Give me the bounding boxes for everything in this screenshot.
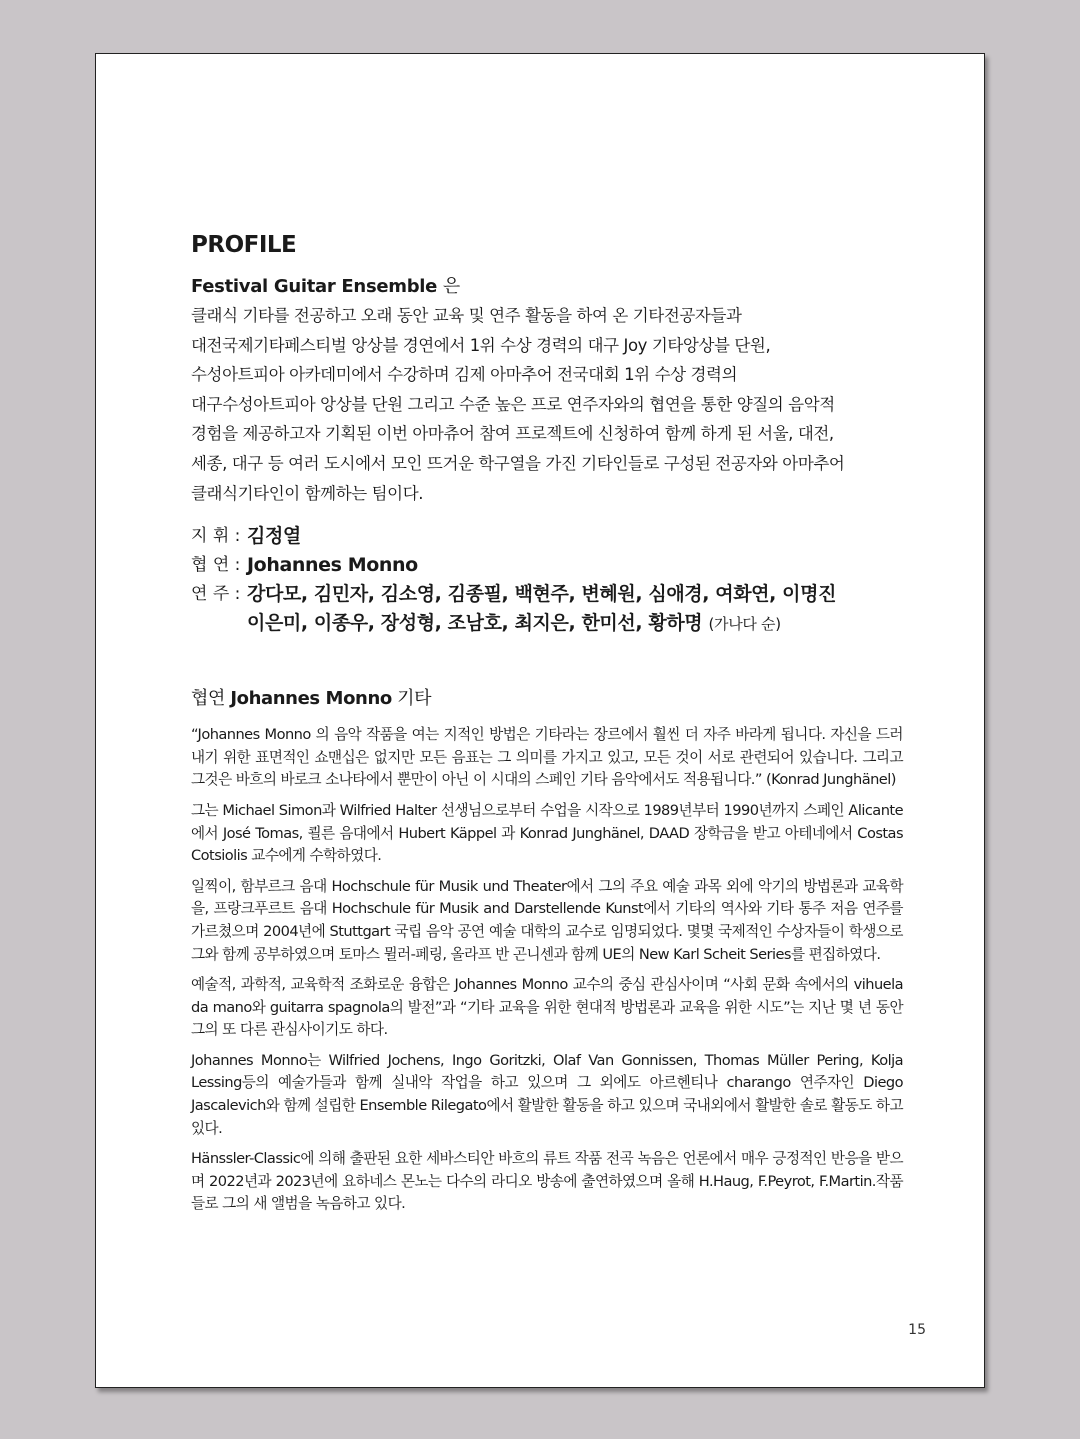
guest-name: Johannes Monno — [247, 554, 418, 577]
bio-heading — [191, 684, 903, 710]
credits-block — [191, 522, 903, 639]
bio-body — [191, 724, 903, 1216]
bio-paragraph: 그는 Michael Simon과 Wilfried Halter 선생님으로부터 수업을 시작으로 1989년부터 1990년까지 스페인 Alicante에서 José Tomas, 쾰른 음대에서 Hubert Käppel 과 Konrad Junghänel, DAAD 장학금을 받고 아테네에서 Costas Cotsiolis 교수에게 수학하였다. — [191, 801, 903, 865]
conductor-name: 김정열 — [247, 525, 301, 548]
players-line-2: 이은미, 이종우, 장성형, 조남호, 최지은, 한미선, 황하명 — [247, 612, 703, 635]
intro-line: 대구수성아트피아 앙상블 단원 그리고 수준 높은 프로 연주자와의 협연을 통한 양질의 음악적 — [191, 394, 835, 414]
intro-line: 클래식 기타를 전공하고 오래 동안 교육 및 연주 활동을 하여 온 기타전공자들과 — [191, 306, 742, 325]
bio-heading-prefix: 협연 — [191, 688, 225, 710]
bio-paragraph: “Johannes Monno 의 음악 작품을 여는 지적인 방법은 기타라는 장르에서 훨씬 더 자주 바라게 됩니다. 자신을 드러내기 위한 표면적인 쇼맨십은 없지만 모든 음표는 그 의미를 가지고 있고, 모든 것이 서로 관련되어 있습니다. 그리고 그것은 바흐의 바로크 소나타에서 뿐만이 아닌 이 시대의 스페인 기타 음악에서도 적용됩니다.” (Konrad Junghänel) — [191, 726, 903, 789]
players-line-1: 강다모, 김민자, 김소영, 김종필, 백현주, 변혜원, 심애경, 여화연, 이명진 — [247, 583, 837, 606]
bio-heading-suffix: 기타 — [397, 688, 432, 710]
intro-line: 수성아트피아 아카데미에서 수강하며 김제 아마추어 전국대회 1위 수상 경력의 — [191, 365, 738, 385]
document-page — [95, 53, 985, 1388]
bio-heading-name: Johannes Monno — [230, 688, 392, 710]
ensemble-title — [191, 272, 903, 298]
bio-paragraph: 일찍이, 함부르크 음대 Hochschule für Musik und Theater에서 그의 주요 예술 과목 외에 악기의 방법론과 교육학을, 프랑크푸르트 음대 Hochschule für Musik and Darstellende Kunst에서 기타의 역사와 기타 통주 저음 연주를 가르쳤으며 2004년에 Stuttgart 국립 음악 공연 예술 대학의 교수로 임명되었다. 몇몇 국제적인 수상자들이 학생으로 그와 함께 공부하였으며 토마스 뮐러-페링, 올라프 반 곤니센과 함께 UE의 New Karl Scheit Series를 편집하였다. — [191, 877, 903, 963]
intro-line: 경험을 제공하고자 기획된 이번 아마츄어 참여 프로젝트에 신청하여 함께 하게 된 서울, 대전, — [191, 424, 834, 444]
profile-heading: PROFILE — [191, 232, 297, 258]
guest-label: 협 연 : — [191, 555, 241, 576]
players-continued — [191, 609, 903, 639]
conductor-row — [191, 522, 903, 551]
ensemble-intro — [191, 301, 903, 508]
bio-paragraph: 예술적, 과학적, 교육학적 조화로운 융합은 Johannes Monno 교수의 중심 관심사이며 “사회 문화 속에서의 vihuela da mano와 guitarra spagnola의 발전”과 “기타 교육을 위한 현대적 방법론과 교육을 위한 시도”는 지난 몇 년 동안 그의 또 다른 관심사이기도 하다. — [191, 976, 903, 1039]
players-row — [191, 580, 903, 609]
page-content — [191, 232, 903, 1224]
guest-row — [191, 551, 903, 580]
bio-paragraph: Johannes Monno는 Wilfried Jochens, Ingo Goritzki, Olaf Van Gonnissen, Thomas Müller Pering, Kolja Lessing등의 예술가들과 함께 실내악 작업을 하고 있으며 그 외에도 아르헨티나 charango 연주자인 Diego Jascalevich와 함께 설립한 Ensemble Rilegato에서 활발한 활동을 하고 있으며 국내외에서 활발한 솔로 활동도 하고 있다. — [191, 1051, 903, 1137]
intro-line: 클래식기타인이 함께하는 팀이다. — [191, 483, 424, 503]
intro-line: 세종, 대구 등 여러 도시에서 모인 뜨거운 학구열을 가진 기타인들로 구성된 전공자와 아마추어 — [191, 453, 845, 473]
ensemble-particle: 은 — [442, 276, 461, 297]
conductor-label: 지 휘 : — [191, 526, 241, 547]
bio-paragraph: Hänssler-Classic에 의해 출판된 요한 세바스티안 바흐의 류트 작품 전곡 녹음은 언론에서 매우 긍정적인 반응을 받으며 2022년과 2023년에 요하네스 몬노는 다수의 라디오 방송에 출연하였으며 올해 H.Haug, F.Peyrot, F.Martin.작품들로 그의 새 앨범을 녹음하고 있다. — [191, 1150, 903, 1213]
players-note: (가나다 순) — [708, 615, 781, 634]
players-label: 연 주 : — [191, 584, 241, 605]
page-number: 15 — [908, 1322, 926, 1338]
ensemble-name: Festival Guitar Ensemble — [191, 276, 438, 297]
intro-line: 대전국제기타페스티벌 앙상블 경연에서 1위 수상 경력의 대구 Joy 기타앙상블 단원, — [191, 335, 771, 355]
